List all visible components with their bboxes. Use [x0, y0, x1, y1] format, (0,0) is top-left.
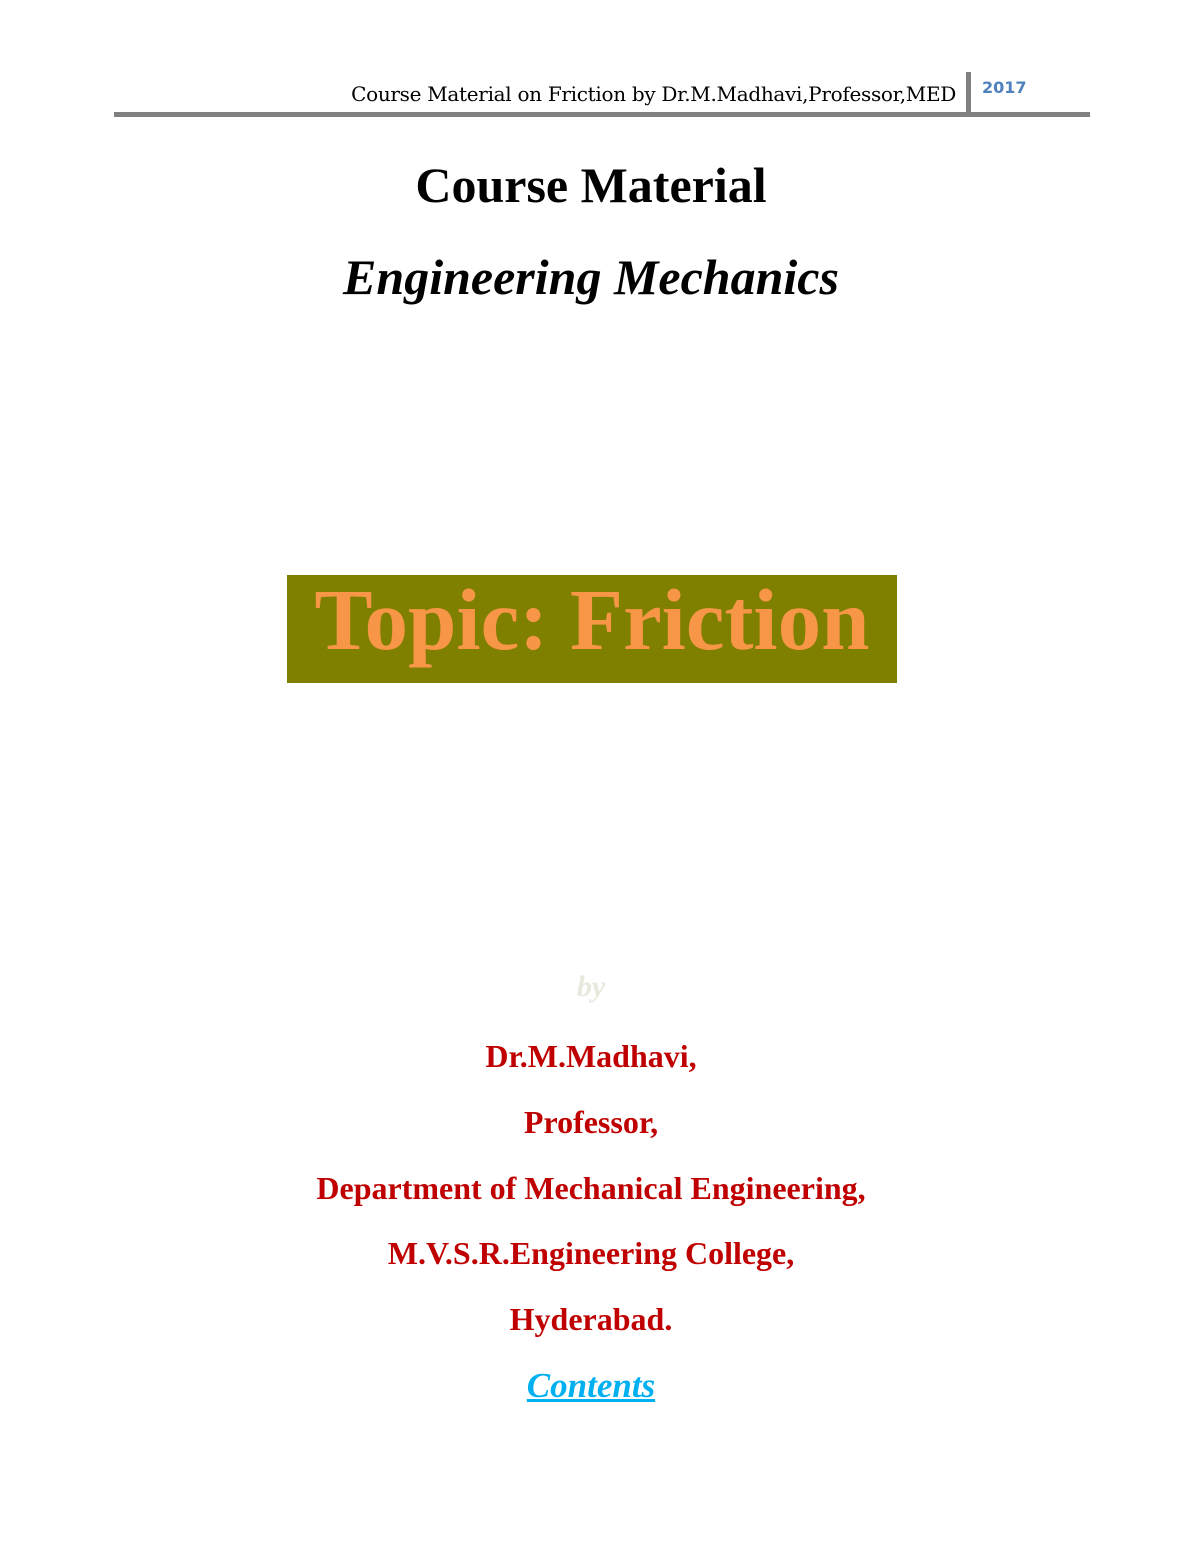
topic-label: Topic: Friction — [314, 571, 870, 668]
author-city: Hyderabad. — [509, 1301, 673, 1337]
author-title: Professor, — [523, 1104, 659, 1140]
by-label: by — [576, 970, 606, 1003]
author-department: Department of Mechanical Engineering, — [316, 1170, 866, 1206]
contents-link-container — [0, 1366, 1182, 1406]
subject-title: Engineering Mechanics — [343, 249, 839, 305]
running-header: Course Material on Friction by Dr.M.Madhavi,Professor,MED — [351, 82, 956, 106]
header-rule — [114, 112, 1090, 117]
author-college: M.V.S.R.Engineering College, — [387, 1235, 795, 1271]
course-title: Course Material — [415, 157, 767, 213]
author-name: Dr.M.Madhavi, — [485, 1038, 697, 1074]
header-divider — [966, 72, 971, 114]
topic-banner — [287, 571, 897, 683]
contents-link[interactable]: Contents — [526, 1366, 656, 1405]
header-year: 2017 — [982, 78, 1027, 97]
